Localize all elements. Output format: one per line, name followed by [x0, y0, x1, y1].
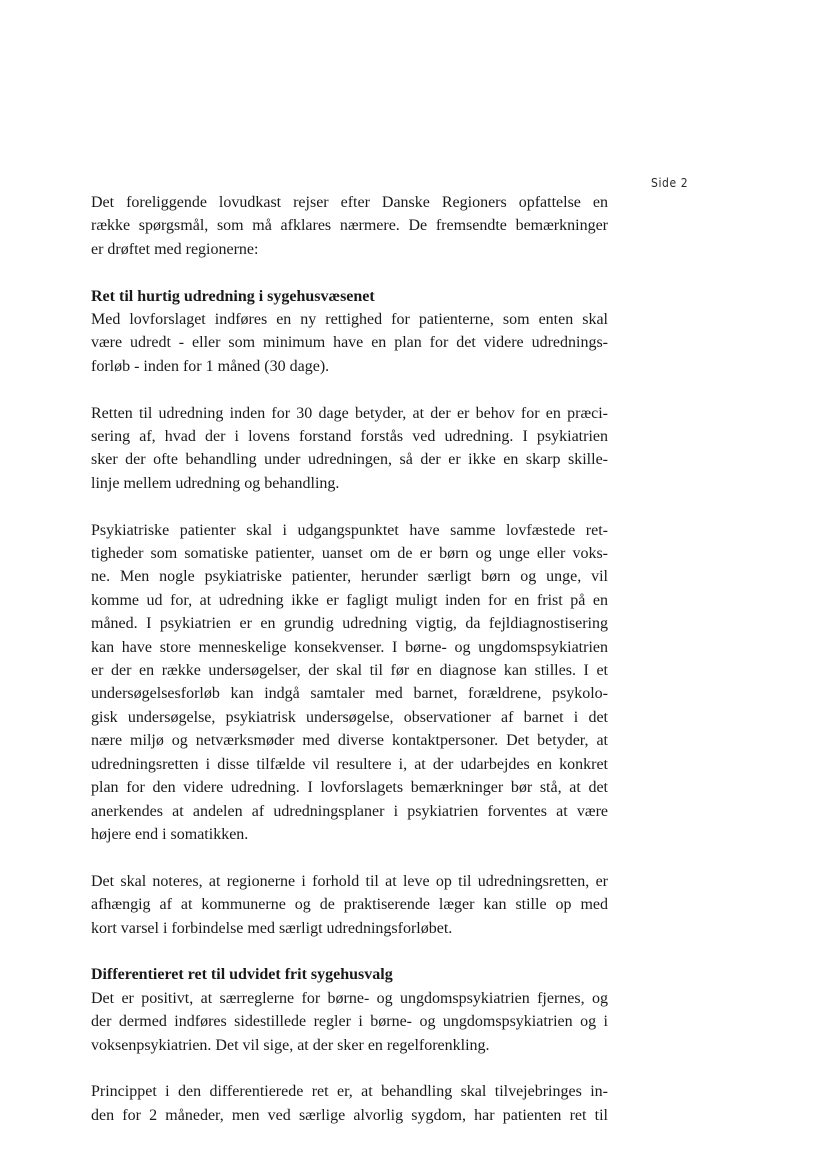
text-line: måned. I psykiatrien er en grundig udredning vigtig, da fejldiagnostisering — [91, 615, 608, 633]
text-line: plan for den videre udredning. I lovforslagets bemærkninger bør stå, at det — [91, 779, 608, 797]
text-line: der dermed indføres sidestillede regler i børne- og ungdomspsykiatrien og i — [91, 1013, 608, 1031]
section-heading: Differentieret ret til udvidet frit sygehusvalg — [91, 966, 393, 984]
text-line: linje mellem udredning og behandling. — [91, 474, 340, 492]
text-line: er drøftet med regionerne: — [91, 240, 259, 258]
text-line: udredningsretten i disse tilfælde vil resultere i, at der udarbejdes en konkret — [91, 755, 608, 773]
text-line: sker der ofte behandling under udredningen, så der er ikke en skarp skille- — [91, 451, 608, 469]
text-line: Psykiatriske patienter skal i udgangspunktet have samme lovfæstede ret- — [91, 521, 608, 539]
text-line: tigheder som somatiske patienter, uanset om de er børn og unge eller voks- — [91, 545, 608, 563]
section-heading: Ret til hurtig udredning i sygehusvæsenet — [91, 287, 375, 305]
text-line: gisk undersøgelse, psykiatrisk undersøgelse, observationer af barnet i det — [91, 708, 608, 726]
text-line: kort varsel i forbindelse med særligt udredningsforløbet. — [91, 919, 453, 937]
text-line: række spørgsmål, som må afklares nærmere. De fremsendte bemærkninger — [91, 217, 608, 235]
text-line: kan have store menneskelige konsekvenser. I børne- og ungdomspsykiatrien — [91, 638, 608, 656]
text-line: er der en række undersøgelser, der skal til før en diagnose kan stilles. I et — [91, 662, 608, 680]
text-line: Det er positivt, at særreglerne for børne- og ungdomspsykiatrien fjernes, og — [91, 989, 608, 1007]
letter-body — [91, 191, 608, 1127]
text-line: være udredt - eller som minimum have en plan for det videre udrednings- — [91, 334, 608, 352]
text-line: voksenpsykiatrien. Det vil sige, at der sker en regelforenkling. — [91, 1036, 490, 1054]
text-line: Princippet i den differentierede ret er, at behandling skal tilvejebringes in- — [91, 1083, 608, 1101]
text-line: Med lovforslaget indføres en ny rettighed for patienterne, som enten skal — [91, 311, 608, 329]
text-line: Retten til udredning inden for 30 dage betyder, at der er behov for en præci- — [91, 404, 608, 422]
text-line: Det foreliggende lovudkast rejser efter Danske Regioners opfattelse en — [91, 194, 608, 211]
text-line: afhængig af at kommunerne og de praktiserende læger kan stille op med — [91, 896, 608, 914]
text-line: nære miljø og netværksmøder med diverse kontaktpersoner. Det betyder, at — [91, 732, 608, 750]
text-line: den for 2 måneder, men ved særlige alvorlig sygdom, har patienten ret til — [91, 1106, 608, 1124]
text-line: komme ud for, at udredning ikke er fagligt muligt inden for en frist på en — [91, 591, 608, 609]
page-number: Side 2 — [651, 176, 689, 190]
text-line: ne. Men nogle psykiatriske patienter, herunder særligt børn og unge, vil — [91, 568, 608, 586]
text-line: undersøgelsesforløb kan indgå samtaler med barnet, forældrene, psykolo- — [91, 685, 608, 703]
text-line: højere end i somatikken. — [91, 825, 249, 843]
text-line: forløb - inden for 1 måned (30 dage). — [91, 357, 330, 375]
text-line: sering af, hvad der i lovens forstand forstås ved udredning. I psykiatrien — [91, 428, 608, 446]
text-line: Det skal noteres, at regionerne i forhold til at leve op til udredningsretten, er — [91, 872, 608, 890]
text-line: anerkendes at andelen af udredningsplaner i psykiatrien forventes at være — [91, 802, 608, 820]
